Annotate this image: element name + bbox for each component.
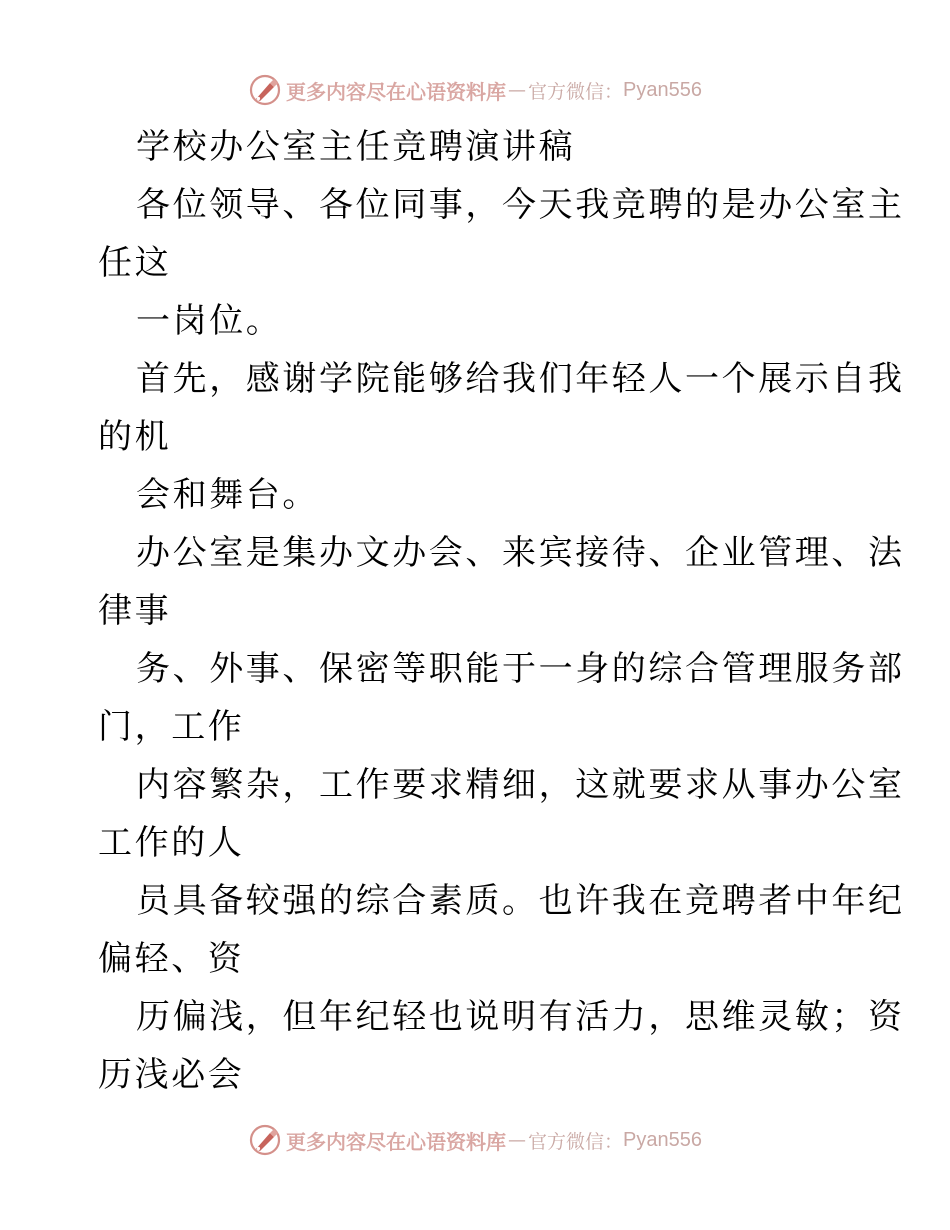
text-line: 一岗位。 xyxy=(136,301,283,341)
text-line: 律事 xyxy=(98,591,172,631)
watermark-wechat-id: Pyan556 xyxy=(623,1128,702,1151)
text-line: 历偏浅，但年纪轻也说明有活力，思维灵敏；资 xyxy=(136,997,905,1037)
text-line: 学校办公室主任竞聘演讲稿 xyxy=(136,127,576,167)
document-body xyxy=(98,118,905,1104)
pen-logo-icon xyxy=(248,73,282,107)
header-watermark xyxy=(0,70,950,110)
watermark-wechat-label: 官方微信： xyxy=(528,80,624,103)
text-line: 各位领导、各位同事，今天我竞聘的是办公室主 xyxy=(136,185,905,225)
text-line: 首先，感谢学院能够给我们年轻人一个展示自我 xyxy=(136,359,905,399)
text-line: 门，工作 xyxy=(98,707,245,747)
text-line: 的机 xyxy=(98,417,172,457)
text-line: 员具备较强的综合素质。也许我在竞聘者中年纪 xyxy=(136,881,905,921)
text-line: 会和舞台。 xyxy=(136,475,319,515)
text-line: 任这 xyxy=(98,243,172,283)
text-line: 历浅必会 xyxy=(98,1055,245,1095)
watermark-wechat-label: 官方微信： xyxy=(528,1130,624,1153)
watermark-separator: — xyxy=(508,1129,526,1151)
text-line: 办公室是集办文办会、来宾接待、企业管理、法 xyxy=(136,533,905,573)
text-line: 工作的人 xyxy=(98,823,245,863)
watermark-main-text: 更多内容尽在心语资料库 xyxy=(286,79,506,104)
text-line: 内容繁杂，工作要求精细，这就要求从事办公室 xyxy=(136,765,905,805)
watermark-separator: — xyxy=(508,79,526,101)
pen-logo-icon xyxy=(248,1123,282,1157)
watermark-wechat-id: Pyan556 xyxy=(623,78,702,101)
footer-watermark xyxy=(0,1120,950,1160)
text-line: 务、外事、保密等职能于一身的综合管理服务部 xyxy=(136,649,905,689)
text-line: 偏轻、资 xyxy=(98,939,245,979)
watermark-main-text: 更多内容尽在心语资料库 xyxy=(286,1129,506,1154)
